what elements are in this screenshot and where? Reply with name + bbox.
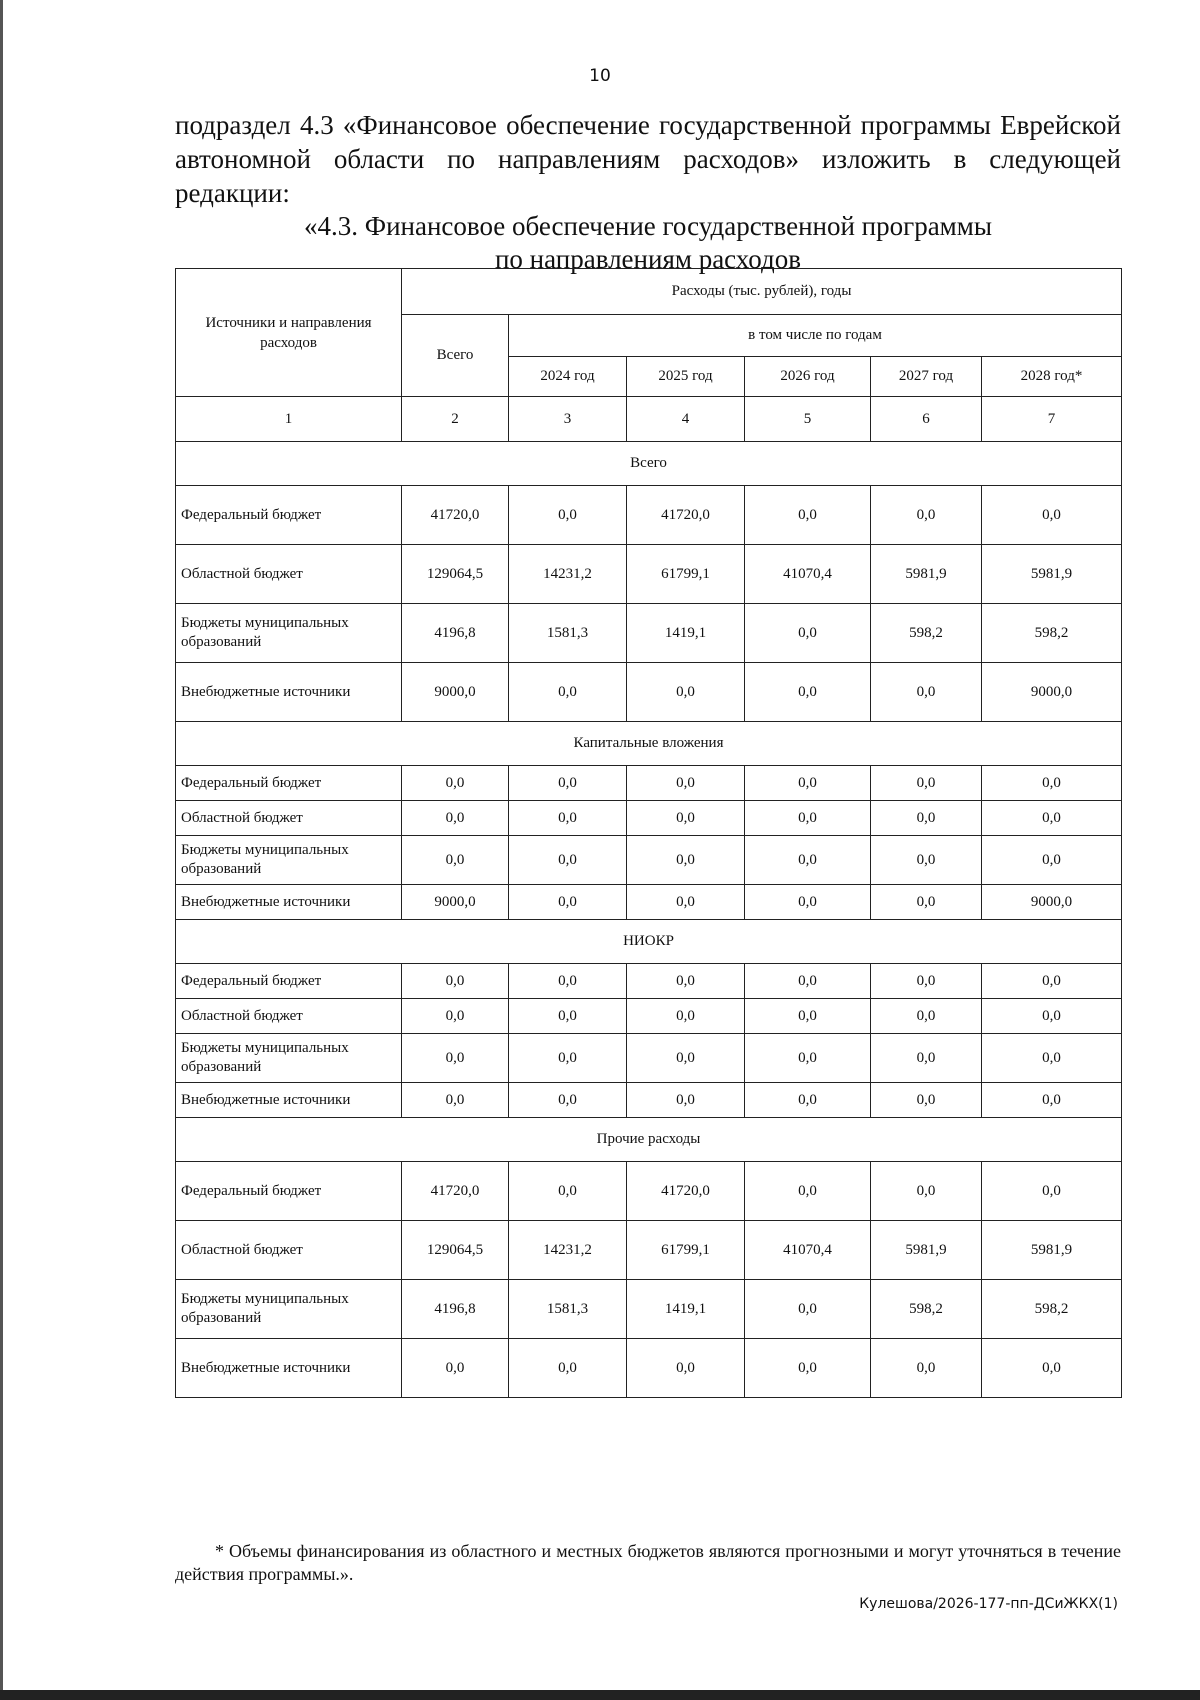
heading-line-1: «4.3. Финансовое обеспечение государственной программы [304,211,992,241]
row-value: 0,0 [745,1162,871,1221]
row-value: 1419,1 [627,604,745,663]
row-value: 598,2 [871,1280,982,1339]
row-label: Областной бюджет [176,1221,402,1280]
row-value: 0,0 [871,663,982,722]
row-value: 0,0 [627,964,745,999]
row-value: 0,0 [509,663,627,722]
row-value: 0,0 [982,1034,1122,1083]
row-label: Внебюджетные источники [176,1083,402,1118]
row-value: 61799,1 [627,545,745,604]
header-total: Всего [402,315,509,397]
row-label: Внебюджетные источники [176,1339,402,1398]
row-value: 0,0 [509,1162,627,1221]
row-label: Областной бюджет [176,999,402,1034]
table-row [176,1339,1122,1398]
row-label: Бюджеты муниципальных образований [176,1280,402,1339]
row-value: 0,0 [745,766,871,801]
row-value: 5981,9 [871,1221,982,1280]
row-value: 0,0 [871,486,982,545]
row-value: 0,0 [871,1162,982,1221]
row-value: 0,0 [982,486,1122,545]
row-value: 0,0 [402,1339,509,1398]
row-value: 9000,0 [982,885,1122,920]
row-value: 0,0 [982,801,1122,836]
row-value: 0,0 [509,766,627,801]
row-value: 0,0 [982,1083,1122,1118]
row-value: 0,0 [745,1034,871,1083]
header-year: 2024 год [509,357,627,397]
row-value: 9000,0 [402,885,509,920]
row-value: 0,0 [745,486,871,545]
footnote: * Объемы финансирования из областного и местных бюджетов являются прогнозными и могут уточняться в течение действия программы.». [175,1541,1121,1584]
table-row [176,1280,1122,1339]
row-value: 41720,0 [402,1162,509,1221]
heading-line-2: по направлениям расходов [494,244,801,274]
row-value: 0,0 [627,999,745,1034]
row-value: 129064,5 [402,1221,509,1280]
row-value: 41070,4 [745,545,871,604]
header-year: 2025 год [627,357,745,397]
row-value: 0,0 [982,766,1122,801]
section-title: Прочие расходы [176,1118,1122,1162]
column-number: 6 [871,397,982,442]
row-label: Бюджеты муниципальных образований [176,1034,402,1083]
column-number: 5 [745,397,871,442]
row-value: 0,0 [509,1083,627,1118]
row-label: Областной бюджет [176,545,402,604]
row-label: Внебюджетные источники [176,885,402,920]
row-label: Федеральный бюджет [176,486,402,545]
row-value: 0,0 [627,1083,745,1118]
row-value: 9000,0 [982,663,1122,722]
row-value: 0,0 [627,801,745,836]
column-number-row [176,397,1122,442]
row-value: 0,0 [509,836,627,885]
row-value: 0,0 [982,999,1122,1034]
row-value: 0,0 [745,836,871,885]
header-sources: Источники и направления расходов [176,269,402,397]
section-header-row [176,920,1122,964]
document-code: Кулешова/2026-177-пп-ДСиЖКХ(1) [859,1596,1118,1612]
row-value: 41720,0 [627,1162,745,1221]
row-label: Внебюджетные источники [176,663,402,722]
table-row [176,1162,1122,1221]
row-value: 41720,0 [402,486,509,545]
row-value: 0,0 [509,1339,627,1398]
row-value: 0,0 [871,885,982,920]
row-value: 0,0 [745,801,871,836]
row-value: 0,0 [509,1034,627,1083]
table-row [176,836,1122,885]
row-value: 0,0 [627,836,745,885]
row-label: Областной бюджет [176,801,402,836]
row-value: 4196,8 [402,1280,509,1339]
table-row [176,604,1122,663]
row-value: 0,0 [402,1034,509,1083]
table-row [176,486,1122,545]
row-value: 598,2 [871,604,982,663]
row-value: 0,0 [871,801,982,836]
row-value: 0,0 [509,964,627,999]
row-value: 41070,4 [745,1221,871,1280]
row-value: 0,0 [509,486,627,545]
table-row [176,964,1122,999]
row-value: 0,0 [509,885,627,920]
row-value: 0,0 [627,1034,745,1083]
column-number: 7 [982,397,1122,442]
scan-edge-left [0,0,3,1700]
section-header-row [176,1118,1122,1162]
table-row [176,885,1122,920]
row-value: 0,0 [745,663,871,722]
row-value: 4196,8 [402,604,509,663]
section-title: НИОКР [176,920,1122,964]
section-heading [175,210,1121,276]
row-value: 0,0 [871,1339,982,1398]
row-value: 598,2 [982,604,1122,663]
table-row [176,1083,1122,1118]
intro-paragraph: подраздел 4.3 «Финансовое обеспечение государственной программы Еврейской автономной области по направлениям расходов» изложить в следующей редакции: [175,110,1121,208]
row-value: 0,0 [745,604,871,663]
row-value: 5981,9 [982,545,1122,604]
row-value: 0,0 [509,999,627,1034]
row-label: Бюджеты муниципальных образований [176,836,402,885]
row-value: 0,0 [871,1083,982,1118]
header-by-years: в том числе по годам [509,315,1122,357]
scan-edge-bottom [0,1690,1200,1700]
section-header-row [176,722,1122,766]
header-year: 2026 год [745,357,871,397]
row-label: Федеральный бюджет [176,1162,402,1221]
row-value: 0,0 [871,766,982,801]
row-value: 0,0 [745,999,871,1034]
header-year: 2027 год [871,357,982,397]
row-value: 0,0 [745,885,871,920]
row-value: 129064,5 [402,545,509,604]
table-row [176,1034,1122,1083]
row-value: 0,0 [402,964,509,999]
header-expenses: Расходы (тыс. рублей), годы [402,269,1122,315]
row-value: 0,0 [402,801,509,836]
column-number: 3 [509,397,627,442]
row-value: 9000,0 [402,663,509,722]
table-row [176,1221,1122,1280]
row-value: 1581,3 [509,604,627,663]
row-value: 0,0 [402,766,509,801]
row-value: 0,0 [871,836,982,885]
section-title: Капитальные вложения [176,722,1122,766]
row-value: 0,0 [627,663,745,722]
financing-table [175,268,1122,1398]
row-value: 0,0 [627,766,745,801]
row-value: 41720,0 [627,486,745,545]
row-value: 0,0 [627,1339,745,1398]
row-value: 0,0 [982,964,1122,999]
row-value: 0,0 [509,801,627,836]
row-value: 0,0 [402,1083,509,1118]
table-body [176,397,1122,1398]
row-value: 14231,2 [509,1221,627,1280]
row-label: Федеральный бюджет [176,766,402,801]
table-row [176,766,1122,801]
row-value: 1419,1 [627,1280,745,1339]
row-value: 0,0 [402,999,509,1034]
table-row [176,663,1122,722]
row-value: 598,2 [982,1280,1122,1339]
row-value: 0,0 [402,836,509,885]
row-value: 0,0 [982,836,1122,885]
row-value: 0,0 [745,1280,871,1339]
row-value: 0,0 [745,1339,871,1398]
table-row [176,999,1122,1034]
table-row [176,545,1122,604]
header-year: 2028 год* [982,357,1122,397]
row-value: 0,0 [871,999,982,1034]
section-title: Всего [176,442,1122,486]
section-header-row [176,442,1122,486]
row-label: Федеральный бюджет [176,964,402,999]
row-value: 61799,1 [627,1221,745,1280]
row-value: 0,0 [871,1034,982,1083]
row-value: 14231,2 [509,545,627,604]
column-number: 4 [627,397,745,442]
row-value: 0,0 [982,1339,1122,1398]
table-row [176,801,1122,836]
column-number: 2 [402,397,509,442]
row-value: 5981,9 [982,1221,1122,1280]
row-value: 1581,3 [509,1280,627,1339]
page-number: 10 [589,66,611,86]
row-value: 0,0 [627,885,745,920]
row-value: 0,0 [982,1162,1122,1221]
row-value: 5981,9 [871,545,982,604]
column-number: 1 [176,397,402,442]
row-label: Бюджеты муниципальных образований [176,604,402,663]
row-value: 0,0 [745,1083,871,1118]
row-value: 0,0 [871,964,982,999]
row-value: 0,0 [745,964,871,999]
